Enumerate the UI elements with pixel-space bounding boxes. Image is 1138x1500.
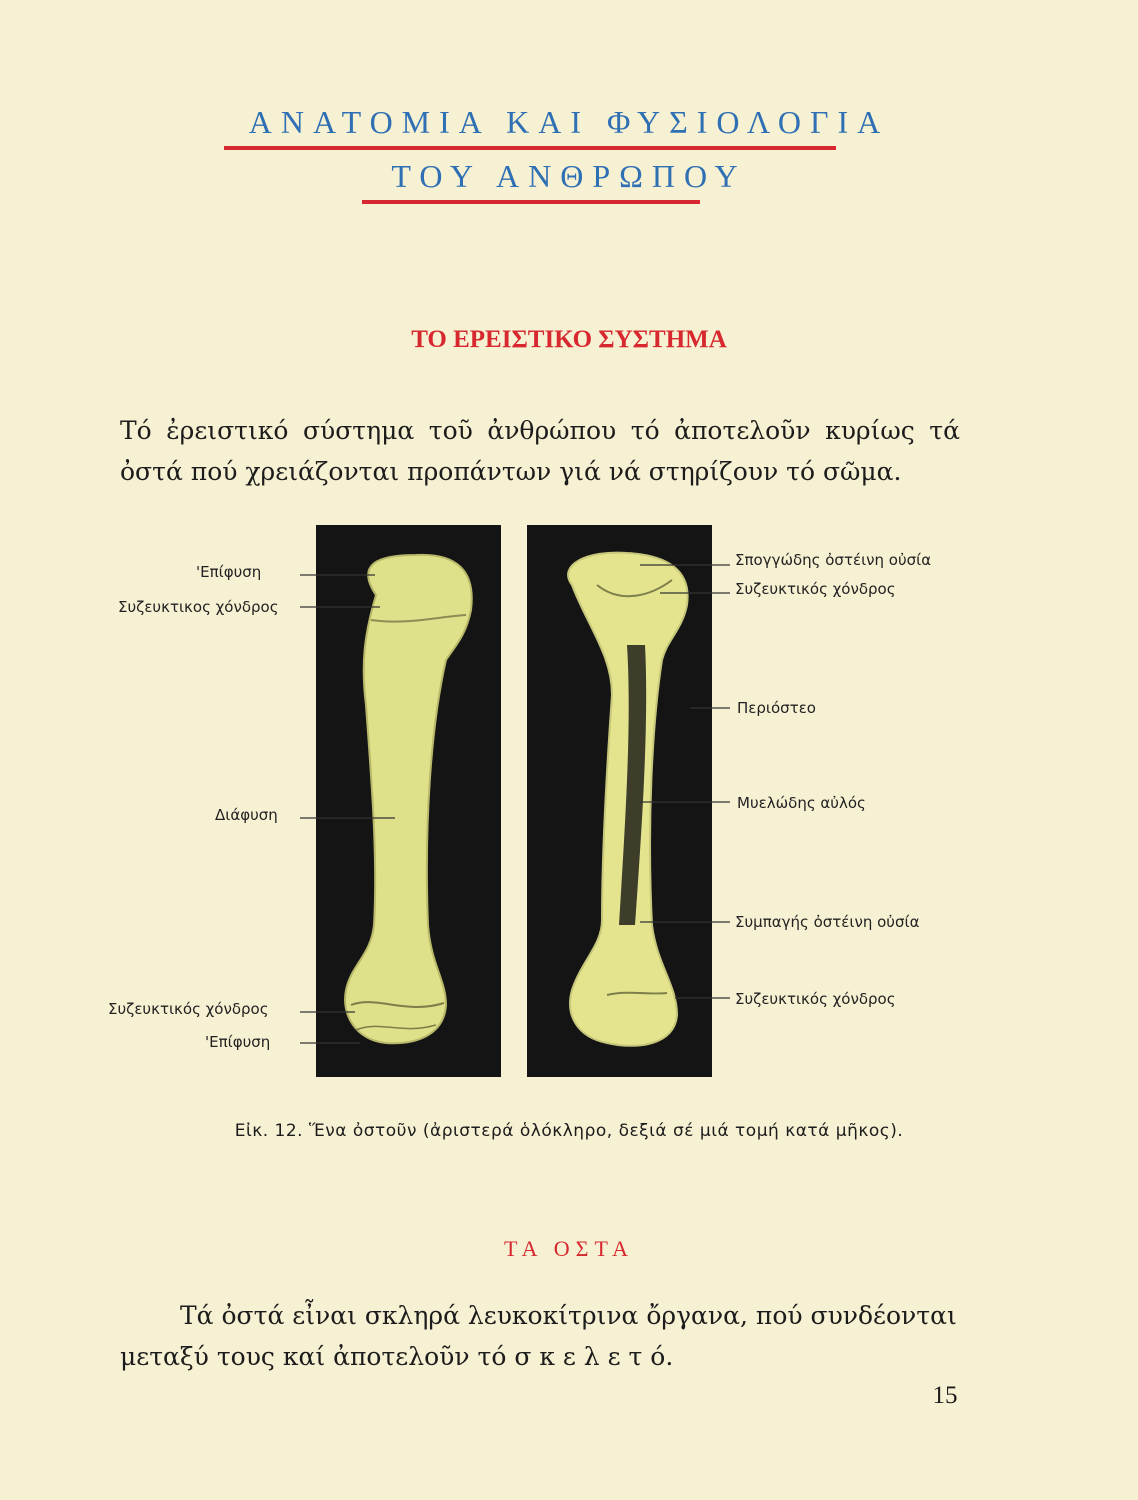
header-title-line-2: ΤΟΥ ΑΝΘΡΩΠΟΥ bbox=[391, 158, 747, 194]
label-marrow-canal: Μυελώδης αὐλός bbox=[737, 794, 866, 812]
label-cartilage-bottom-left: Συζευκτικός χόνδρος bbox=[108, 1000, 269, 1018]
intro-paragraph: Τό ἐρειστικό σύστημα τοῦ ἀνθρώπου τό ἀποτελοῦν κυρίως τά ὀστά πού χρειάζονται προπάντων γιά νά στηρίζουν τό σῶμα. bbox=[120, 416, 960, 486]
label-epiphysis-bottom: 'Επίφυση bbox=[205, 1033, 271, 1051]
label-cartilage-bottom-right: Συζευκτικός χόνδρος bbox=[735, 990, 896, 1008]
label-diaphysis: Διάφυση bbox=[215, 806, 278, 824]
section-title: ΤΟ ΕΡΕΙΣΤΙΚΟ ΣΥΣΤΗΜΑ bbox=[411, 326, 727, 353]
header-title-line-1: ΑΝΑΤΟΜΙΑ ΚΑΙ ΦΥΣΙΟΛΟΓΙΑ bbox=[248, 104, 890, 140]
bones-paragraph-line-1: Τά ὀστά εἶναι σκληρά λευκοκίτρινα ὄργανα, πού συνδέονται bbox=[180, 1301, 957, 1330]
label-periosteum: Περιόστεο bbox=[737, 699, 816, 717]
label-epiphysis-top: 'Επίφυση bbox=[196, 563, 262, 581]
label-spongy-bone: Σπογγώδης ὀστέινη οὐσία bbox=[735, 551, 932, 569]
figure-caption: Εἰκ. 12. Ἕνα ὀστοῦν (ἀριστερά ὁλόκληρο, δεξιά σέ μιά τομή κατά μῆκος). bbox=[234, 1121, 904, 1141]
page-number: 15 bbox=[932, 1382, 958, 1409]
label-compact-bone: Συμπαγής ὀστέινη οὐσία bbox=[735, 913, 920, 931]
label-cartilage-top-left: Συζευκτικος χόνδρος bbox=[118, 598, 279, 616]
subsection-title: ΤΑ ΟΣΤΑ bbox=[503, 1236, 635, 1261]
label-cartilage-top-right: Συζευκτικός χόνδρος bbox=[735, 580, 896, 598]
bones-paragraph-line-2: μεταξύ τους καί ἀποτελοῦν τό σ κ ε λ ε τ ό. bbox=[120, 1342, 674, 1371]
